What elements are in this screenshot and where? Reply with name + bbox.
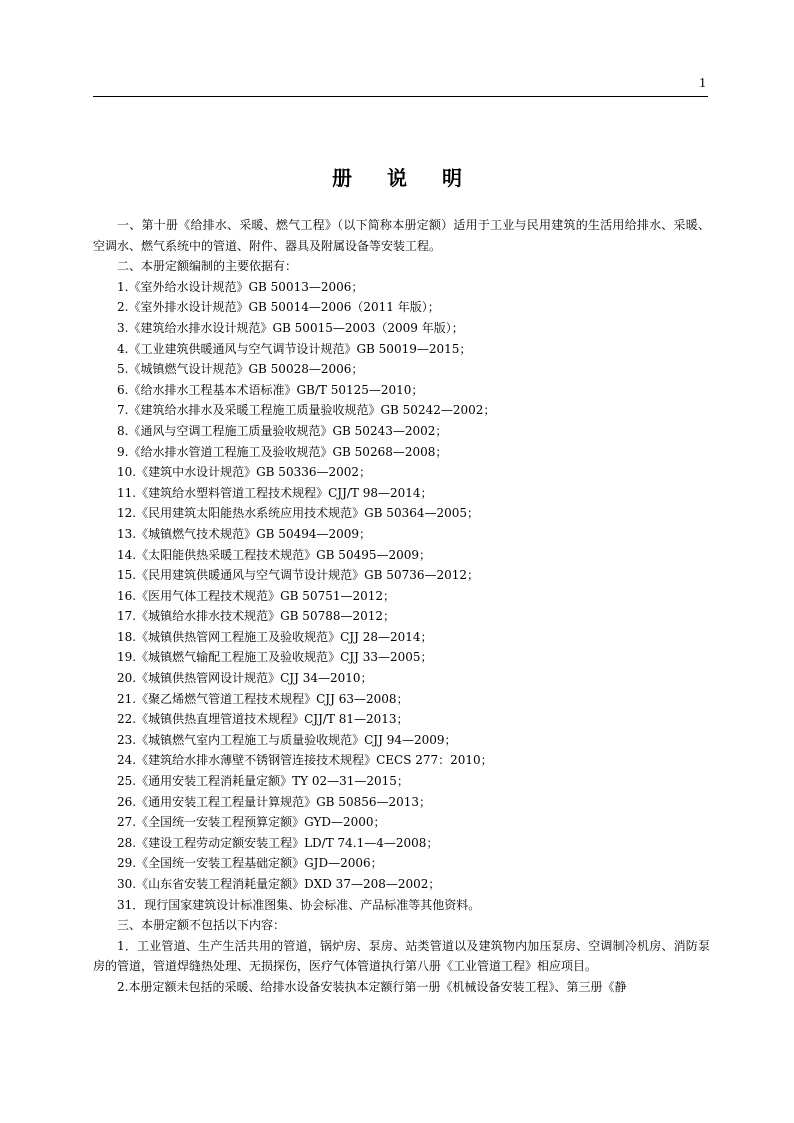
reference-item: 22.《城镇供热直埋管道技术规程》CJJ/T 81—2013； [117, 712, 409, 727]
reference-item: 29.《全国统一安装工程基础定额》GJD—2006； [117, 856, 383, 871]
reference-item: 21.《聚乙烯燃气管道工程技术规程》CJJ 63—2008； [117, 691, 409, 706]
reference-item: 24.《建筑给水排水薄壁不锈钢管连接技术规程》CECS 277：2010； [117, 753, 493, 768]
reference-item: 13.《城镇燃气技术规范》GB 50494—2009； [117, 526, 372, 541]
reference-item: 8.《通风与空调工程施工质量验收规范》GB 50243—2002； [117, 423, 448, 438]
reference-item: 15.《民用建筑供暖通风与空气调节设计规范》GB 50736—2012； [117, 568, 480, 583]
reference-item: 26.《通用安装工程工程量计算规范》GB 50856—2013； [117, 794, 432, 809]
section-3-paragraph-1: 1．工业管道、生产生活共用的管道，锅炉房、泵房、站类管道以及建筑物内加压泵房、空调制冷机房、消防泵房的管道，管道焊缝热处理、无损探伤，医疗气体管道执行第八册《工业管道工程》相应项目。 [93, 938, 710, 974]
section-3-heading: 三、本册定额不包括以下内容： [117, 918, 286, 933]
page-number: 1 [699, 76, 706, 91]
reference-item: 3.《建筑给水排水设计规范》GB 50015—2003（2009 年版）； [117, 320, 464, 335]
reference-item: 1.《室外给水设计规范》GB 50013—2006； [117, 279, 364, 294]
reference-list [93, 277, 710, 915]
section-3-paragraph-2: 2.本册定额未包括的采暖、给排水设备安装执本定额行第一册《机械设备安装工程》、第三册《静 [117, 979, 627, 994]
reference-item: 2.《室外排水设计规范》GB 50014—2006（2011 年版）； [117, 300, 440, 315]
document-body [93, 215, 710, 998]
reference-item: 7.《建筑给水排水及采暖工程施工质量验收规范》GB 50242—2002； [117, 403, 496, 418]
reference-item: 16.《医用气体工程技术规范》GB 50751—2012； [117, 588, 396, 603]
section-2-heading: 二、本册定额编制的主要依据有： [117, 259, 298, 274]
reference-item: 18.《城镇供热管网工程施工及验收规范》CJJ 28—2014； [117, 629, 433, 644]
reference-item: 14.《太阳能供热采暖工程技术规范》GB 50495—2009； [117, 547, 432, 562]
reference-item: 25.《通用安装工程消耗量定额》TY 02—31—2015； [117, 774, 409, 789]
reference-item: 28.《建设工程劳动定额安装工程》LD/T 74.1—4—2008； [117, 835, 439, 850]
reference-item: 19.《城镇燃气输配工程施工及验收规范》CJJ 33—2005； [117, 650, 433, 665]
reference-item: 11.《建筑给水塑料管道工程技术规程》CJJ/T 98—2014； [117, 485, 433, 500]
reference-item: 30.《山东省安装工程消耗量定额》DXD 37—208—2002； [117, 877, 441, 891]
reference-item: 5.《城镇燃气设计规范》GB 50028—2006； [117, 362, 364, 377]
reference-item: 31．现行国家建筑设计标准图集、协会标准、产品标准等其他资料。 [117, 897, 481, 912]
header-rule [93, 96, 708, 97]
reference-item: 9.《给水排水管道工程施工及验收规范》GB 50268—2008； [117, 444, 448, 459]
section-1-paragraph: 一、第十册《给排水、采暖、燃气工程》（以下简称本册定额）适用于工业与民用建筑的生活用给排水、采暖、空调水、燃气系统中的管道、附件、器具及附属设备等安装工程。 [93, 218, 710, 253]
reference-item: 17.《城镇给水排水技术规范》GB 50788—2012； [117, 609, 396, 624]
reference-item: 4.《工业建筑供暖通风与空气调节设计规范》GB 50019—2015； [117, 341, 472, 356]
reference-item: 27.《全国统一安装工程预算定额》GYD—2000； [117, 815, 386, 830]
page-title: 册 说 明 [332, 166, 476, 190]
reference-item: 20.《城镇供热管网设计规范》CJJ 34—2010； [117, 671, 373, 686]
reference-item: 10.《建筑中水设计规范》GB 50336—2002； [117, 465, 372, 480]
reference-item: 6.《给水排水工程基本术语标准》GB/T 50125—2010； [117, 382, 424, 397]
reference-item: 23.《城镇燃气室内工程施工与质量验收规范》CJJ 94—2009； [117, 732, 457, 747]
reference-item: 12.《民用建筑太阳能热水系统应用技术规范》GB 50364—2005； [117, 506, 480, 521]
